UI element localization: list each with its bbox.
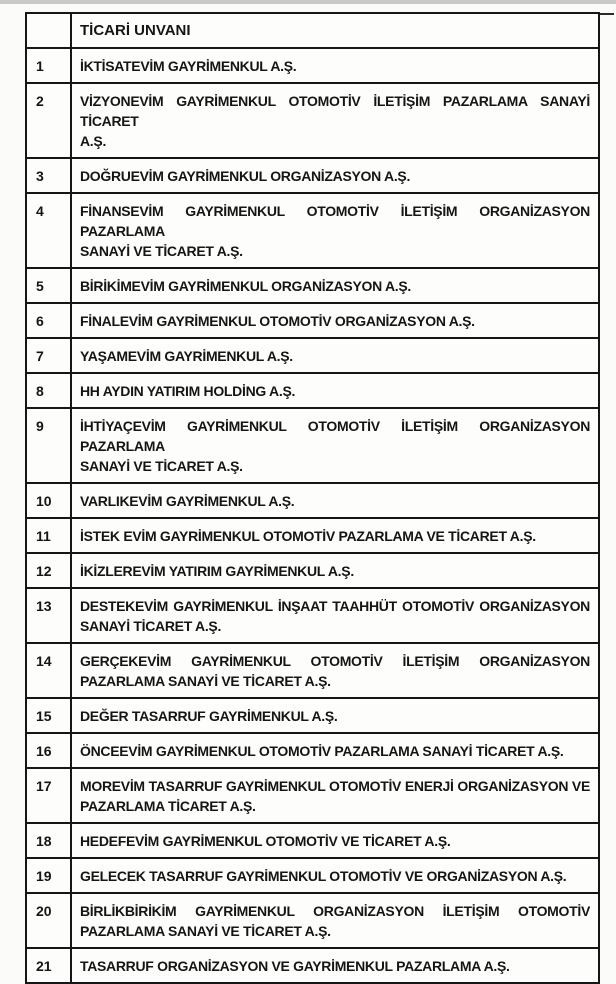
company-name	[72, 554, 598, 587]
table-row	[27, 589, 598, 644]
company-name-line: BİRLİKBİRİKİM GAYRİMENKUL ORGANİZASYON İLETİŞİM OTOMOTİV	[80, 902, 590, 919]
table-row	[27, 519, 598, 554]
company-table	[25, 12, 600, 984]
company-name	[72, 194, 598, 267]
company-name	[72, 159, 598, 192]
company-name-line: VARLIKEVİM GAYRİMENKUL A.Ş.	[80, 492, 295, 509]
company-name-line: DOĞRUEVİM GAYRİMENKUL ORGANİZASYON A.Ş.	[80, 167, 411, 184]
company-name-line: HEDEFEVİM GAYRİMENKUL OTOMOTİV VE TİCARET A.Ş.	[80, 832, 451, 849]
company-name	[72, 339, 598, 372]
table-row	[27, 859, 598, 894]
table-row	[27, 339, 598, 374]
company-name	[72, 824, 598, 857]
company-name	[72, 519, 598, 552]
company-name-line: YAŞAMEVİM GAYRİMENKUL A.Ş.	[80, 347, 293, 364]
company-name-line: PAZARLAMA SANAYİ VE TİCARET A.Ş.	[80, 672, 331, 689]
row-number: 3	[27, 159, 72, 192]
company-name	[72, 589, 598, 642]
row-number: 4	[27, 194, 72, 267]
header-title: TİCARİ UNVANI	[80, 21, 191, 39]
scan-artifact-band	[0, 0, 616, 4]
table-row	[27, 949, 598, 982]
company-name	[72, 374, 598, 407]
table-row	[27, 734, 598, 769]
company-name-line: DESTEKEVİM GAYRİMENKUL İNŞAAT TAAHHÜT OTOMOTİV ORGANİZASYON	[80, 597, 590, 614]
row-number: 1	[27, 49, 72, 82]
company-name	[72, 859, 598, 892]
table-row	[27, 49, 598, 84]
row-number: 12	[27, 554, 72, 587]
row-number: 16	[27, 734, 72, 767]
company-name-line: FİNANSEVİM GAYRİMENKUL OTOMOTİV İLETİŞİM ORGANİZASYON PAZARLAMA	[80, 202, 590, 239]
company-name-line: İKTİSATEVİM GAYRİMENKUL A.Ş.	[80, 57, 297, 74]
company-name-line: ÖNCEEVİM GAYRİMENKUL OTOMOTİV PAZARLAMA SANAYİ TİCARET A.Ş.	[80, 742, 564, 759]
row-number: 9	[27, 409, 72, 482]
company-name	[72, 304, 598, 337]
table-row	[27, 269, 598, 304]
company-name-line: GELECEK TASARRUF GAYRİMENKUL OTOMOTİV VE ORGANİZASYON A.Ş.	[80, 867, 567, 884]
table-row	[27, 159, 598, 194]
row-number: 14	[27, 644, 72, 697]
company-name-line: HH AYDIN YATIRIM HOLDİNG A.Ş.	[80, 382, 296, 399]
table-row	[27, 699, 598, 734]
row-number: 6	[27, 304, 72, 337]
company-name-line: İKİZLEREVİM YATIRIM GAYRİMENKUL A.Ş.	[80, 562, 354, 579]
company-name-line: PAZARLAMA TİCARET A.Ş.	[80, 797, 256, 814]
table-row	[27, 644, 598, 699]
company-table-body	[27, 49, 598, 982]
row-number: 7	[27, 339, 72, 372]
company-name-line: TASARRUF ORGANİZASYON VE GAYRİMENKUL PAZARLAMA A.Ş.	[80, 957, 510, 974]
header-number-cell	[27, 14, 72, 47]
company-name-line: PAZARLAMA SANAYİ VE TİCARET A.Ş.	[80, 922, 331, 939]
row-number: 15	[27, 699, 72, 732]
company-name	[72, 734, 598, 767]
table-header-row	[27, 14, 598, 49]
row-number: 20	[27, 894, 72, 947]
company-name-line: VİZYONEVİM GAYRİMENKUL OTOMOTİV İLETİŞİM PAZARLAMA SANAYİ TİCARET	[80, 92, 590, 129]
company-name-line: İSTEK EVİM GAYRİMENKUL OTOMOTİV PAZARLAMA VE TİCARET A.Ş.	[80, 527, 536, 544]
scan-artifact-line	[598, 13, 614, 15]
company-name-line: SANAYİ VE TİCARET A.Ş.	[80, 457, 243, 474]
table-row	[27, 894, 598, 949]
company-name-line: FİNALEVİM GAYRİMENKUL OTOMOTİV ORGANİZASYON A.Ş.	[80, 312, 475, 329]
table-row	[27, 304, 598, 339]
company-name	[72, 49, 598, 82]
company-name	[72, 894, 598, 947]
company-name-line: SANAYİ TİCARET A.Ş.	[80, 617, 222, 634]
row-number: 13	[27, 589, 72, 642]
company-name	[72, 949, 598, 982]
table-row	[27, 824, 598, 859]
table-row	[27, 84, 598, 159]
company-name-line: İHTİYAÇEVİM GAYRİMENKUL OTOMOTİV İLETİŞİM ORGANİZASYON PAZARLAMA	[80, 417, 590, 454]
company-name	[72, 84, 598, 157]
company-name-line: A.Ş.	[80, 132, 107, 149]
table-row	[27, 484, 598, 519]
company-name-line: MOREVİM TASARRUF GAYRİMENKUL OTOMOTİV ENERJİ ORGANİZASYON VE	[80, 777, 590, 794]
row-number: 2	[27, 84, 72, 157]
company-name	[72, 769, 598, 822]
company-name-line: GERÇEKEVİM GAYRİMENKUL OTOMOTİV İLETİŞİM ORGANİZASYON	[80, 652, 590, 669]
company-name	[72, 699, 598, 732]
row-number: 8	[27, 374, 72, 407]
row-number: 19	[27, 859, 72, 892]
row-number: 18	[27, 824, 72, 857]
company-name	[72, 269, 598, 302]
table-row	[27, 194, 598, 269]
row-number: 17	[27, 769, 72, 822]
company-name-line: BİRİKİMEVİM GAYRİMENKUL ORGANİZASYON A.Ş.	[80, 277, 411, 294]
company-name	[72, 484, 598, 517]
table-row	[27, 769, 598, 824]
company-name	[72, 644, 598, 697]
table-row	[27, 374, 598, 409]
row-number: 10	[27, 484, 72, 517]
row-number: 21	[27, 949, 72, 982]
row-number: 5	[27, 269, 72, 302]
row-number: 11	[27, 519, 72, 552]
company-name-line: DEĞER TASARRUF GAYRİMENKUL A.Ş.	[80, 707, 338, 724]
company-name-line: SANAYİ VE TİCARET A.Ş.	[80, 242, 243, 259]
company-name	[72, 409, 598, 482]
table-row	[27, 554, 598, 589]
table-row	[27, 409, 598, 484]
